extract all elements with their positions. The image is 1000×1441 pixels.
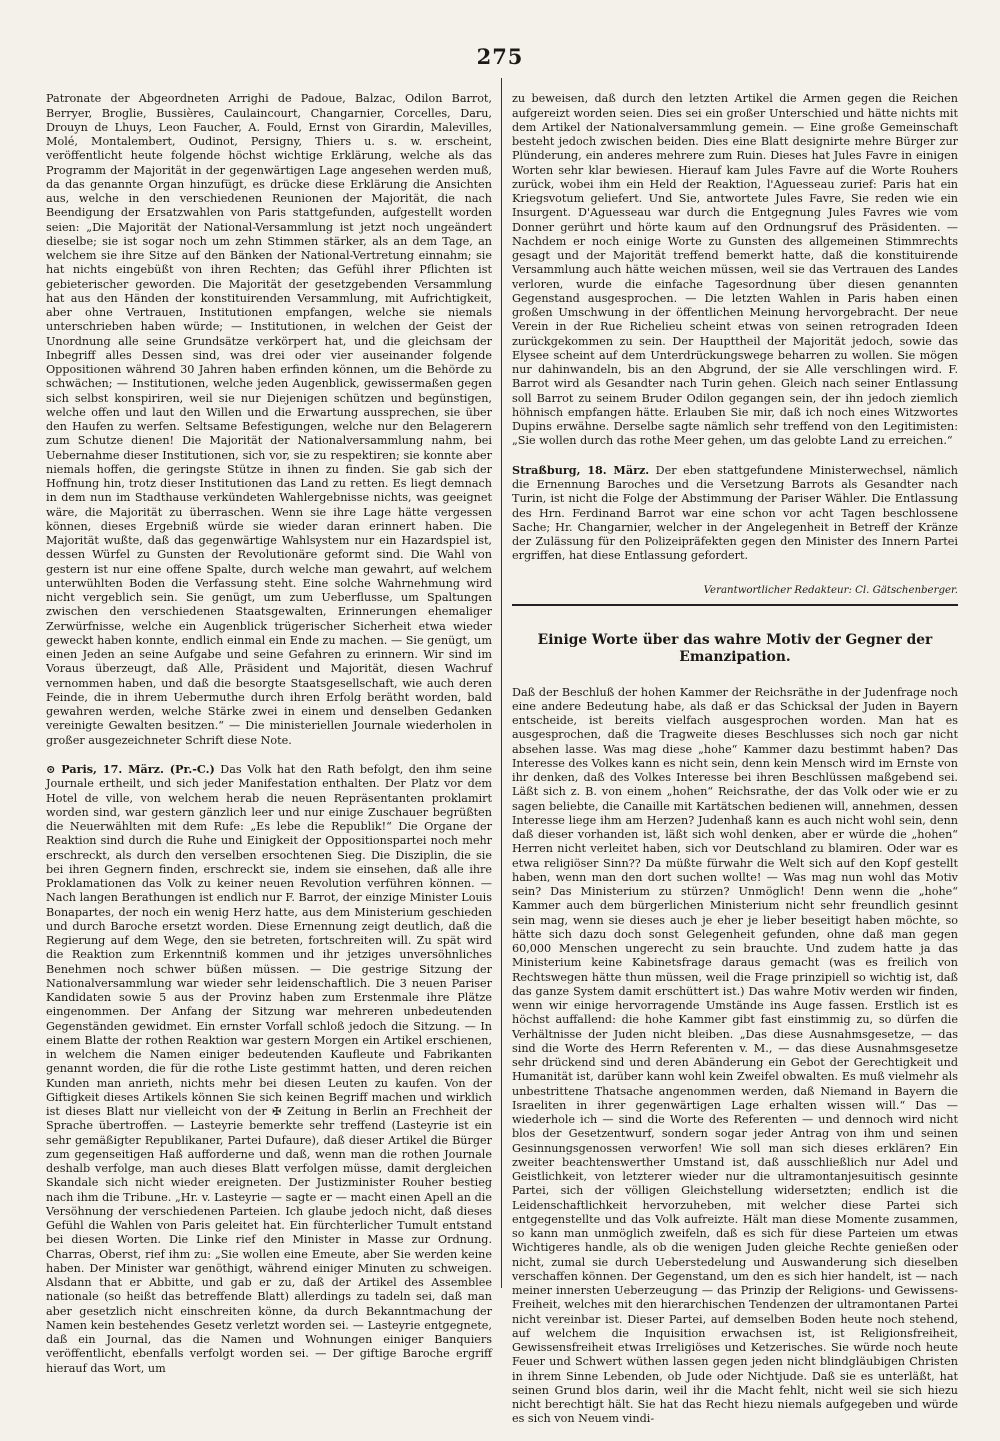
right-paragraph-paris-continued: zu beweisen, daß durch den letzten Artikel die Armen gegen die Reichen aufgereizt worden seien. Dies sei ein großer Unterschied und hätte nichts mit dem Artikel der Nationalversammlung gemein. — Eine große Gemeinschaft besteht jedoch zwischen beiden. Dies eine Blatt designirte mehre Bürger zur Plünderung, ein anderes mehrere zum Ruin. Dieses hat Jules Favre in einigen Worten sehr klar bewiesen. Hierauf kam Jules Favre auf die Worte Rouhers zurück, wobei ihm ein Held der Reaktion, l'Aguesseau zurief: Paris hat ein Kriegsvotum geliefert. Und Sie, antwortete Jules Favre, Sie reden wie ein Insurgent. D'Aguesseau war durch die Entgegnung Jules Favres wie vom Donner gerührt und hörte kaum auf den Ordnungsruf des Präsidenten. — Nachdem er noch einige Worte zu Gunsten des allgemeinen Stimmrechts gesagt und der Majorität treffend bemerkt hatte, daß die konstituirende Versammlung auch hätte weichen müssen, weil sie das Vertrauen des Landes verloren, wurde die einfache Tagesordnung über diesen genannten Gegenstand ausgesprochen. — Die letzten Wahlen in Paris haben einen großen Umschwung in der öffentlichen Meinung hervorgebracht. Der neue Verein in der Rue Richelieu scheint etwas von seinen retrograden Ideen zurückgekommen zu sein. Der Haupttheil der Majorität jedoch, sowie das Elysee scheint auf dem Unterdrückungswege beharren zu wollen. Sie mögen nur dahinwandeln, bis an den Abgrund, der sie Alle verschlingen wird. F. Barrot wird als Gesandter nach Turin gehen. Gleich nach seiner Entlassung soll Barrot zu seinem Bruder Odilon gegangen sein, der ihn jedoch ziemlich höhnisch empfangen hätte. Erlauben Sie mir, daß ich noch eines Witzwortes Dupins erwähne. Derselbe sagte nämlich sehr treffend von den Legitimisten: „Sie wollen durch das rothe Meer gehen, um das gelobte Land zu erreichen.“ bbox=[512, 92, 958, 448]
article-title: Einige Worte über das wahre Motiv der Gegner der Emanzipation. bbox=[537, 632, 933, 666]
right-column bbox=[502, 78, 958, 1426]
strassburg-dateline: Straßburg, 18. März. bbox=[512, 462, 650, 477]
strassburg-report-text: Der eben stattgefundene Ministerwechsel, nämlich die Ernennung Baroches und die Versetzung Barrots als Gesandter nach Turin, ist nicht die Folge der Abstimmung der Pariser Wähler. Die Entlassung des Hrn. Ferdinand Barrot war eine schon vor acht Tagen beschlossene Sache; Hr. Changarnier, welcher in der Angelegenheit in Betreff der Kränze der Zulässung für den Polizeipräfekten gegen den Minister des Innern Partei ergriffen, hat diese Entlassung gefordert. bbox=[512, 463, 958, 563]
left-paragraph-majority-declaration: Patronate der Abgeordneten Arrighi de Padoue, Balzac, Odilon Barrot, Berryer, Broglie, Bussières, Caulaincourt, Changarnier, Corcelles, Daru, Drouyn de Lhuys, Leon Faucher, A. Fould, Ernst von Girardin, Malevilles, Molé, Montalembert, Oudinot, Persigny, Thiers u. s. w. erscheint, veröffentlicht heute folgende höchst wichtige Erklärung, welche als das Programm der Majorität in der gegenwärtigen Lage angesehen werden muß, da das genannte Organ hinzufügt, es drücke diese Erklärung die Ansichten aus, welche in den verschiedenen Reunionen der Majorität, die nach Beendigung der Ersatzwahlen von Paris stattgefunden, aufgestellt worden seien: „Die Majorität der National-Versammlung ist jetzt noch ungeändert dieselbe; sie ist sogar noch um zehn Stimmen stärker, als an dem Tage, an welchem sie ihre Sitze auf den Bänken der National-Vertretung einnahm; sie hat nichts eingebüßt von ihren Rechten; das Gefühl ihrer Pflichten ist gebieterischer geworden. Die Majorität der gesetzgebenden Versammlung hat aus den Händen der konstituirenden Versammlung, mit Aufrichtigkeit, aber ohne Vertrauen, Institutionen empfangen, welche sie niemals unterschrieben haben würde; — Institutionen, in welchen der Geist der Unordnung alle seine Grundsätze verkörpert hat, und die gleichsam der Inbegriff alles Dessen sind, was drei oder vier auseinander folgende Oppositionen während 30 Jahren haben erfinden können, um die Behörde zu schwächen; — Institutionen, welche jeden Augenblick, gewissermaßen gegen sich selbst konspiriren, weil sie nur Diejenigen schützen und begünstigen, welche offen und laut den Willen und die Erwartung aussprechen, sie über den Haufen zu werfen. Seltsame Befestigungen, welche nur den Belagerern zum Schutze dienen! Die Majorität der Nationalversammlung nahm, bei Uebernahme dieser Institutionen, sich vor, sie zu respektiren; sie konnte aber niemals hoffen, die geringste Stütze in ihnen zu finden. Sie gab sich der Hoffnung hin, trotz dieser Institutionen das Land zu retten. Es liegt demnach in dem nun im Stadthause verkündeten Wahlergebnisse nichts, was geeignet wäre, die Majorität zu überraschen. Wenn sie ihre Lage hätte vergessen können, dieses Ergebniß würde sie wieder daran erinnert haben. Die Majorität wußte, daß das gegenwärtige Wahlsystem nur ein Hazardspiel ist, dessen Würfel zu Gunsten der Revolutionäre geformt sind. Die Wahl von gestern ist nur eine offene Spalte, durch welche man gewahrt, auf welchem unterwühlten Boden die Verfassung steht. Eine solche Wahrnehmung wird nicht vergeblich sein. Sie genügt, um zum Ueberflusse, um Spaltungen zwischen den verschiedenen Staatsgewalten, Erinnerungen ehemaliger Zerwürfnisse, welche ein Augenblick trügerischer Sicherheit etwa wieder geweckt haben konnte, endlich einmal ein Ende zu machen. — Sie genügt, um einen Jeden an seine Aufgabe und seine Gefahren zu erinnern. Wir sind im Voraus überzeugt, daß Alle, Präsident und Majorität, diesen Wachruf vernommen haben, und daß die besorgte Staatsgesellschaft, wie auch deren Feinde, die in ihrem Uebermuthe durch ihren Erfolg berätht worden, bald gewahren werden, welche Stärke zwei in einem und denselben Gedanken vereinigte Gewalten besitzen.“ — Die ministeriellen Journale wiederholen in großer ausgezeichneter Schrift diese Note. bbox=[46, 92, 492, 747]
right-paragraph-strassburg bbox=[512, 463, 958, 564]
responsible-editor-line: Verantwortlicher Redakteur: Cl. Gätschenberger. bbox=[512, 584, 958, 606]
left-column bbox=[46, 78, 501, 1375]
paris-report-text: Das Volk hat den Rath befolgt, den ihm seine Journale ertheilt, und sich jeder Manifestation enthalten. Der Platz vor dem Hotel de ville, von welchem herab die neuen Repräsentanten proklamirt worden sind, war gestern gänzlich leer und nur einige Zuschauer begrüßten die Neuerwählten mit dem Rufe: „Es lebe die Republik!“ Die Organe der Reaktion sind durch die Ruhe und Einigkeit der Oppositionspartei noch mehr erschreckt, als durch den verselben ersochtenen Sieg. Die Disziplin, die sie bei ihren Gegnern finden, erschreckt sie, indem sie einsehen, daß alle ihre Proklamationen das Volk zu keiner neuen Revolution verführen können. — Nach langen Berathungen ist endlich nur F. Barrot, der einzige Minister Louis Bonapartes, der noch ein wenig Herz hatte, aus dem Ministerium geschieden und durch Baroche ersetzt worden. Diese Ernennung zeigt deutlich, daß die Regierung auf dem Wege, den sie betreten, fortschreiten will. Zu spät wird die Reaktion zum Erkenntniß kommen und ihr jetziges unversöhnliches Benehmen noch schwer büßen müssen. — Die gestrige Sitzung der Nationalversammlung war wieder sehr leidenschaftlich. Die 3 neuen Pariser Kandidaten sowie 5 aus der Provinz haben zum Erstenmale ihre Plätze eingenommen. Der Anfang der Sitzung war mehreren unbedeutenden Gegenständen gewidmet. Ein ernster Vorfall schloß jedoch die Sitzung. — In einem Blatte der rothen Reaktion war gestern Morgen ein Artikel erschienen, in welchem die Namen einiger bedeutenden Kaufleute und Fabrikanten genannt worden, die für die rothe Liste gestimmt hatten, und deren reichen Kunden man anrieth, nichts mehr bei diesen Leuten zu kaufen. Von der Giftigkeit dieses Artikels können Sie sich keinen Begriff machen und wirklich ist dieses Blatt nur vielleicht von der ✠ Zeitung in Berlin an Frechheit der Sprache übertroffen. — Lasteyrie bemerkte sehr treffend (Lasteyrie ist ein sehr gemäßigter Republikaner, Partei Dufaure), daß dieser Artikel die Bürger zum gegenseitigen Haß aufforderne und daß, wenn man die rothen Journale deshalb verfolge, man auch dieses Blatt verfolgen müsse, damit dergleichen Skandale sich nicht wieder ereigneten. Der Justizminister Rouher bestieg nach ihm die Tribune. „Hr. v. Lasteyrie — sagte er — macht einen Apell an die Versöhnung der verschiedenen Parteien. Ich glaube jedoch nicht, daß dieses Gefühl die Wahlen von Paris geleitet hat. Ein fürchterlicher Tumult entstand bei diesen Worten. Die Linke rief den Minister in Masse zur Ordnung. Charras, Oberst, rief ihm zu: „Sie wollen eine Emeute, aber Sie werden keine haben. Der Minister war genöthigt, während einiger Minuten zu schweigen. Alsdann that er Abbitte, und gab er zu, daß der Artikel des Assemblee nationale (so heißt das betreffende Blatt) allerdings zu tadeln sei, daß man aber gesetzlich nicht einschreiten könne, da durch Bekanntmachung der Namen kein bestehendes Gesetz verletzt worden sei. — Lasteyrie entgegnete, daß ein Journal, das die Namen und Wohnungen einiger Banquiers veröffentlicht, ebenfalls verfolgt worden sei. — Der giftige Baroche ergriff hierauf das Wort, um bbox=[46, 763, 492, 1375]
paris-dateline: ⊙ Paris, 17. März. (Pr.-C.) bbox=[46, 762, 215, 776]
left-paragraph-paris-report bbox=[46, 762, 492, 1376]
page-number: 275 bbox=[476, 44, 524, 69]
two-column-body bbox=[46, 78, 958, 1426]
article-body: Daß der Beschluß der hohen Kammer der Reichsräthe in der Judenfrage noch eine andere Bedeutung habe, als daß er das Schicksal der Juden in Bayern entscheide, ist bereits vielfach ausgesprochen worden. Man hat es ausgesprochen, daß die Tragweite dieses Beschlusses sich noch gar nicht absehen lasse. Was mag diese „hohe“ Kammer dazu bestimmt haben? Das Interesse des Volkes kann es nicht sein, denn kein Mensch wird im Ernste von ihr denken, daß des Volkes Interesse bei ihren Beschlüssen maßgebend sei. Läßt sich z. B. von einem „hohen“ Reichsrathe, der das Volk oder wie er zu sagen beliebte, die Canaille mit Kartätschen bedienen will, annehmen, dessen Interesse liege ihm am Herzen? Judenhaß kann es auch nicht wohl sein, denn daß dieser vorhanden ist, läßt sich wohl denken, aber er würde die „hohen“ Herren nicht verleitet haben, sich vor Deutschland zu blamiren. Oder war es etwa religiöser Sinn?? Da müßte fürwahr die Welt sich auf den Kopf gestellt haben, wenn man den dort suchen wollte! — Was mag nun wohl das Motiv sein? Das Ministerium zu stürzen? Unmöglich! Denn wenn die „hohe“ Kammer auch dem bürgerlichen Ministerium nicht sehr freundlich gesinnt sein mag, wenn sie dieses auch je eher je lieber beseitigt haben möchte, so hätte sich dazu doch sonst Gelegenheit gefunden, ohne daß man gegen 60,000 Menschen ungerecht zu sein brauchte. Und zudem hatte ja das Ministerium keine Kabinetsfrage daraus gemacht (was es freilich von Rechtswegen hätte thun müssen, weil die Frage prinzipiell so wichtig ist, daß das ganze System damit erschüttert ist.) Das wahre Motiv werden wir finden, wenn wir einige hervorragende Umstände ins Auge fassen. Erstlich ist es höchst auffallend: die hohe Kammer gibt fast einstimmig zu, so dürfen die Verhältnisse der Juden nicht bleiben. „Das diese Ausnahmsgesetze, — das sind die Worte des Herrn Referenten v. M., — das diese Ausnahmsgesetze sehr drückend sind und deren Abänderung ein Gebot der Gerechtigkeit und Humanität ist, darüber kann wohl kein Zweifel obwalten. Es muß vielmehr als unbestrittene Thatsache angenommen werden, daß Niemand in Bayern die Israeliten in ihrer gegenwärtigen Lage erhalten wissen will.“ Das — wiederhole ich — sind die Worte des Referenten — und dennoch wird nicht blos der Gesetzentwurf, sondern sogar jeder Antrag von ihm und seinen Gesinnungsgenossen verworfen! Wie soll man sich dieses erklären? Ein zweiter beachtenswerther Umstand ist, daß ausschließlich nur Adel und Geistlichkeit, von letzterer wieder nur die ultramontanjesuitisch gesinnte Partei, sich der völligen Gleichstellung widersetzten; endlich ist die Leidenschaftlichkeit hervorzuheben, mit welcher diese Partei sich entgegenstellte und das Volk aufreizte. Hält man diese Momente zusammen, so kann man unmöglich zweifeln, daß es sich für diese Parteien um etwas Wichtigeres handle, als ob die wenigen Juden gleiche Rechte genießen oder nicht, zumal sie durch Ueberstedelung und Auswanderung sich dieselben verschaffen können. Der Gegenstand, um den es sich hier handelt, ist — nach meiner innersten Ueberzeugung — das Prinzip der Religions- und Gewissens-Freiheit, welches mit den hierarchischen Tendenzen der ultramontanen Partei nicht vereinbar ist. Dieser Partei, auf demselben Boden heute noch stehend, auf welchem die Inquisition erwachsen ist, ist Religionsfreiheit, Gewissensfreiheit etwas Irreligiöses und Ketzerisches. Sie würde noch heute Feuer und Schwert wüthen lassen gegen jeden nicht blindgläubigen Christen in ihrem Sinne Lebenden, ob Jude oder Nichtjude. Daß sie es unterläßt, hat seinen Grund blos darin, weil ihr die Macht fehlt, nicht weil sie sich hiezu nicht berechtigt hält. Sie hat das Recht hiezu niemals aufgegeben und würde es sich von Neuem vindi- bbox=[512, 685, 958, 1426]
